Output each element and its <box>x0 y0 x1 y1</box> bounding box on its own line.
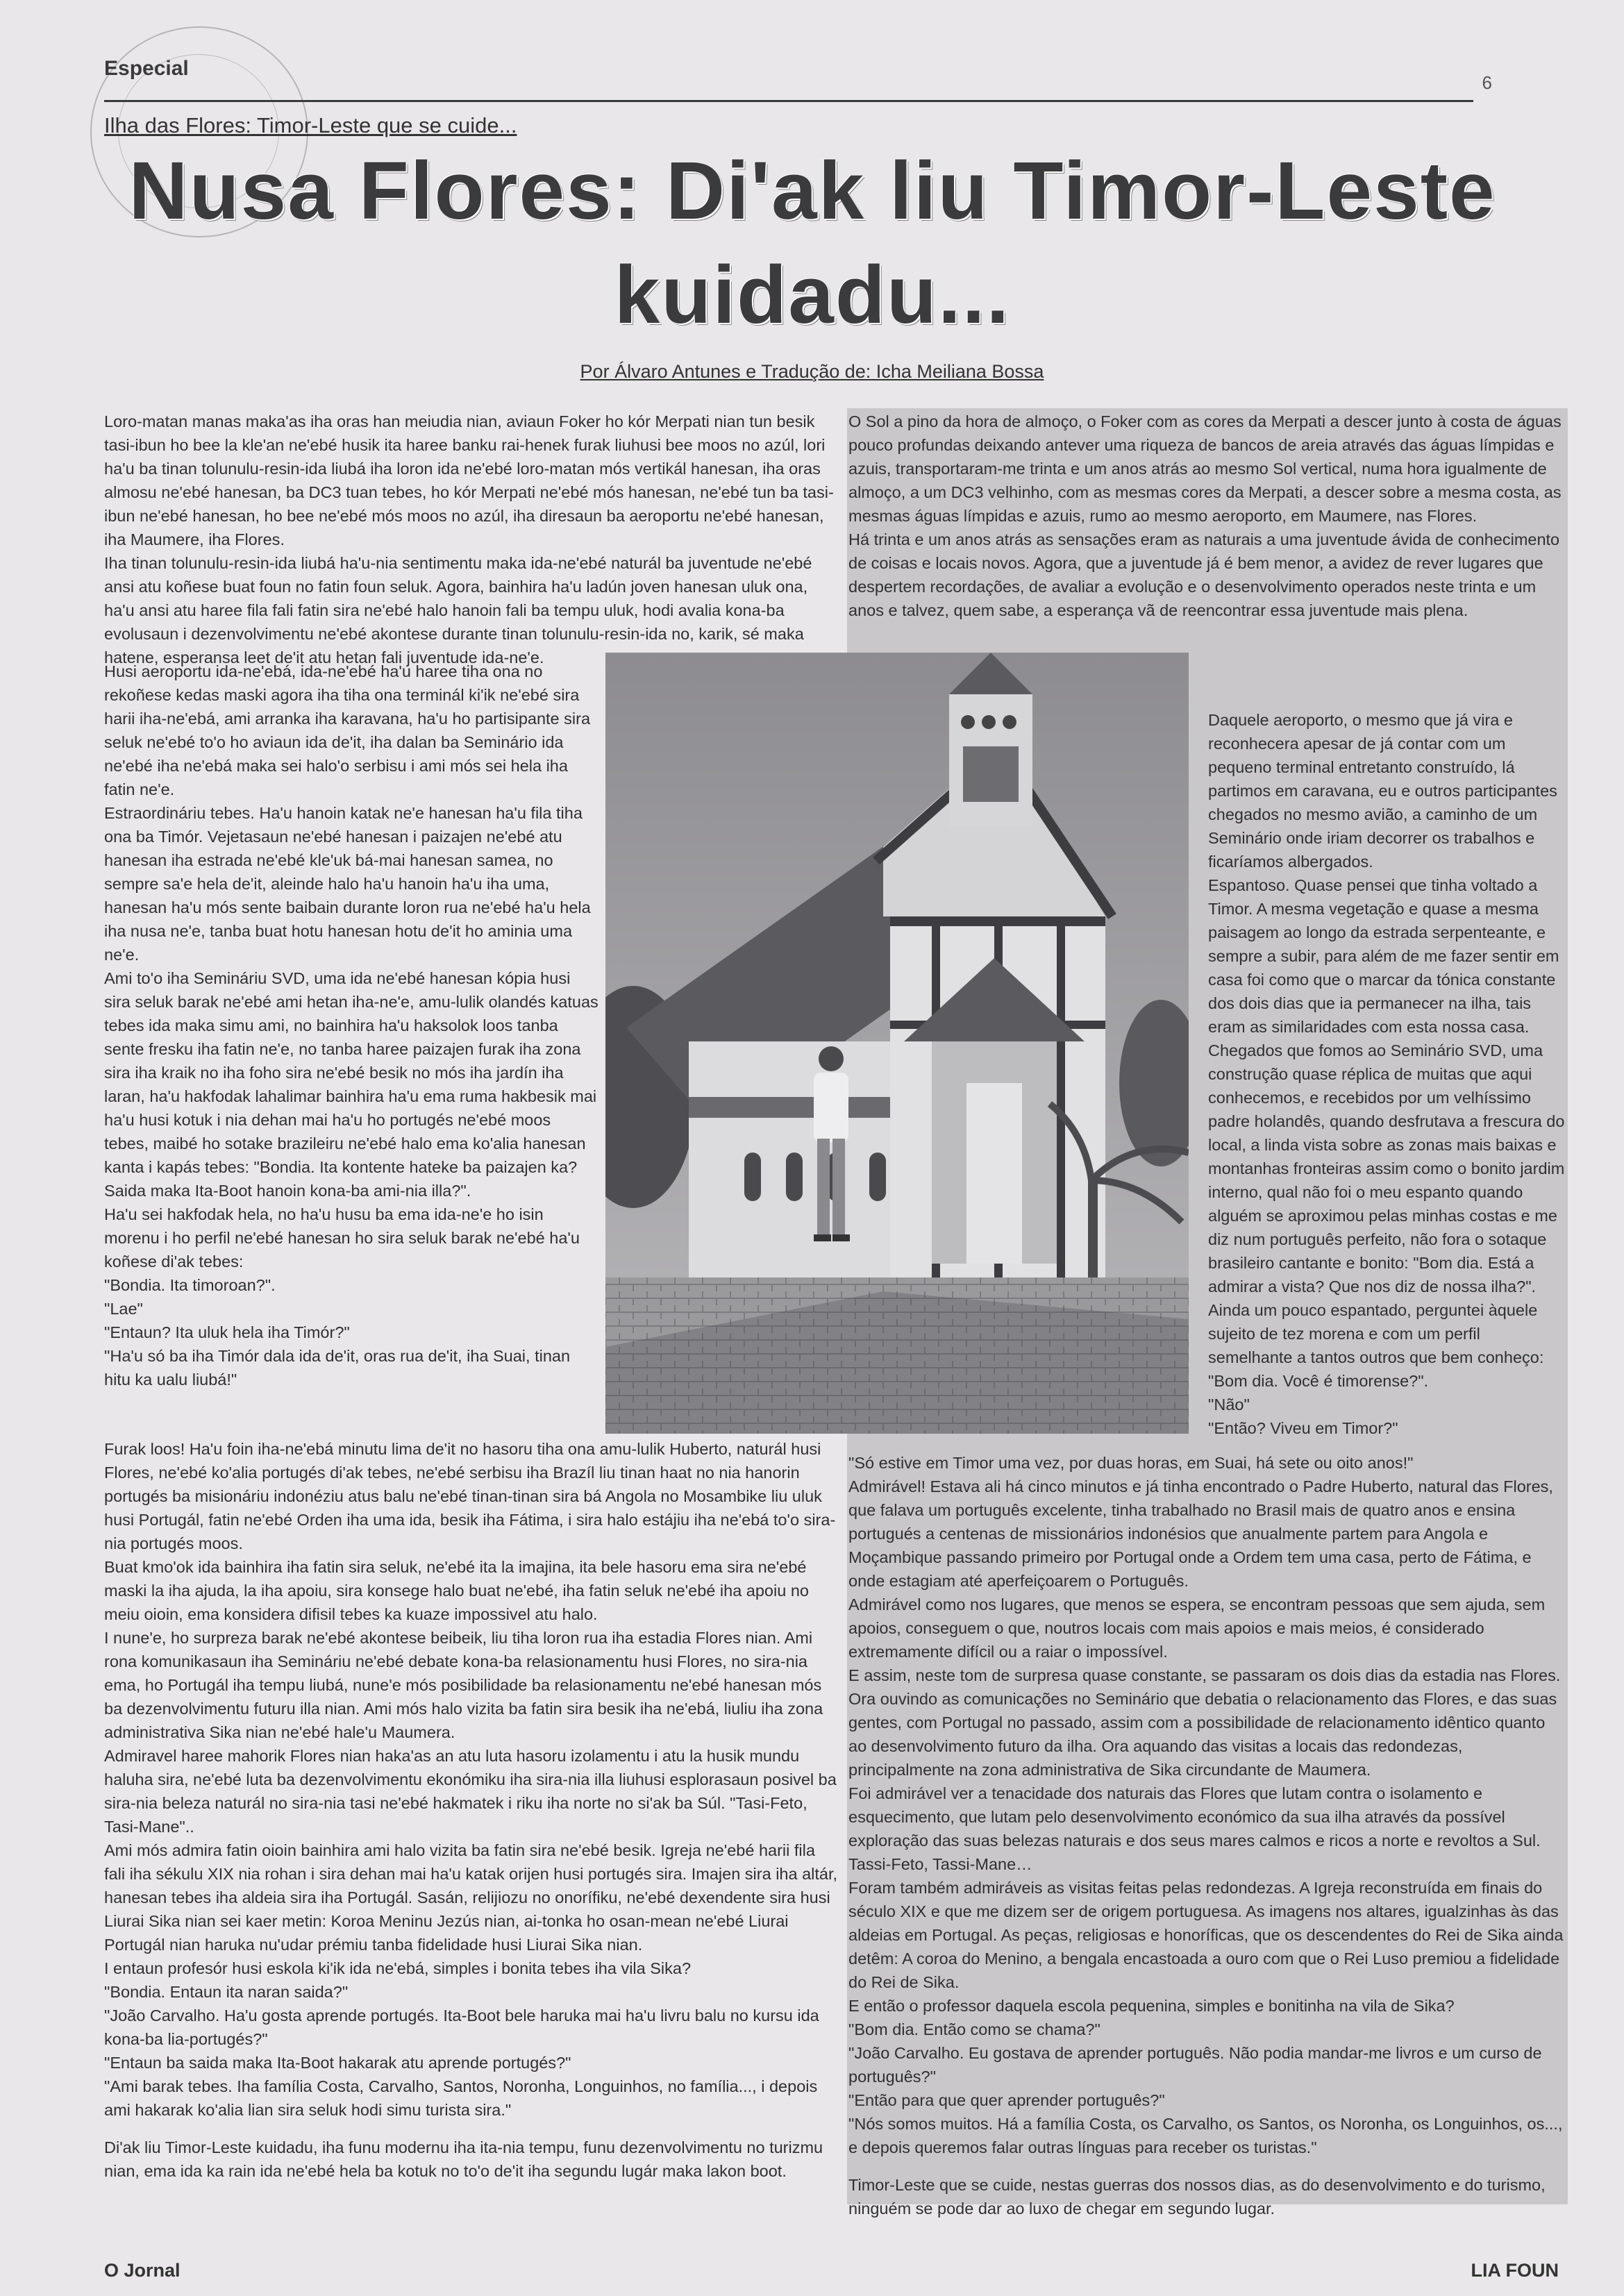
paragraph: "Bom dia. Então como se chama?" <box>848 2020 1100 2038</box>
church-illustration <box>605 653 1189 1434</box>
paragraph: Admiravel haree mahorik Flores nian haka'as an atu luta hasoru izolamentu i atu la husik mundu haluha sira, ne'ebé luta ba dezenvolvimentu ekonómiku iha sira-nia illa liuhusi esplorasaun posivel ba sira-nia beleza naturál no sira-nia tasi ne'ebé hakmatek i riku iha norte no si'ak ba Súl. "Tasi-Feto, Tasi-Mane".. <box>104 1747 837 1836</box>
paragraph: Estraordináriu tebes. Ha'u hanoin katak ne'e hanesan ha'u fila tiha ona ba Timór. Vejetasaun ne'ebé hanesan i paizajen ne'ebé atu hanesan iha estrada ne'ebé kle'uk bá-mai hanesan samea, no sempre sa'e hela de'it, aleinde halo ha'u hanoin ha'u iha uma, hanesan ha'u mós sente baibain durante loron rua ne'ebé ha'u hela iha nusa ne'e, tanba buat hotu hanesan hotu de'it ho aminia uma ne'e. <box>104 804 591 964</box>
paragraph: "Ha'u só ba iha Timór dala ida de'it, oras rua de'it, iha Suai, tinan hitu ka ualu liubá!" <box>104 1347 571 1389</box>
byline: Por Álvaro Antunes e Tradução de: Icha Meiliana Bossa <box>580 361 1044 382</box>
paragraph: Loro-matan manas maka'as iha oras han meiudia nian, aviaun Foker ho kór Merpati nian tun besik tasi-ibun ho bee la kle'an ne'ebé husik ita haree banku rai-henek furak liuhusi bee moos no azúl, lori ha'u ba tinan tolunulu-resin-ida liubá iha loron ida ne'ebé loro-matan mós vertikál hanesan, iha oras almosu ne'ebé hanesan, ba DC3 tuan tebes, ho kór Merpati ne'ebé mós hanesan, ne'ebé tun ba tasi-ibun ne'ebé hanesan, ho bee ne'ebé mós moos no azúl, iha diresaun ba aeroportu ne'ebé hanesan, iha Maumere, iha Flores. <box>104 412 834 548</box>
paragraph: Foi admirável ver a tenacidade dos naturais das Flores que lutam contra o isolamento e esquecimento, que lutam pelo desenvolvimento económico da sua ilha através da possível exploração das suas belezas naturais e dos seus mares calmos e ricos a norte e revoltos a Sul. Tassi-Feto, Tassi-Mane… <box>848 1784 1541 1873</box>
paragraph: O Sol a pino da hora de almoço, o Foker com as cores da Merpati a descer junto à costa de águas pouco profundas deixando antever uma riqueza de bancos de areia através das águas límpidas e azuis, transportaram-me trinta e um anos atrás ao mesmo Sol vertical, numa hora igualmente de almoço, a um DC3 velhinho, com as mesmas cores da Merpati, a descer sobre a mesma costa, as mesmas águas límpidas e azuis, rumo ao mesmo aeroporto, em Maumere, nas Flores. <box>848 412 1562 525</box>
paragraph: Admirável! Estava ali há cinco minutos e já tinha encontrado o Padre Huberto, natural das Flores, que falava um português excelente, tinha trabalhado no Brasil mais de quatro anos e ensina portugués a centenas de missionários indonésios que anualmente partem para Angola e Moçambique passando primeiro por Portugal onde a Ordem tem uma casa, perto de Fátima, e onde estagiam até aperfeiçoarem o Português. <box>848 1477 1553 1590</box>
paragraph: "Bondia. Ita timoroan?". <box>104 1276 276 1294</box>
paragraph: E assim, neste tom de surpresa quase constante, se passaram os dois dias da estadia nas Flores. Ora ouvindo as comunicações no Seminário que debatia o relacionamento das Flores, e das suas gentes, com Portugal no passado, assim com a possibilidade de relacionamento idêntico quanto ao desenvolvimento futuro da ilha. Ora aquando das visitas a locais das redondezas, principalmente na zona administrativa de Sika circundante de Maumera. <box>848 1666 1561 1779</box>
paragraph: Chegados que fomos ao Seminário SVD, uma construção quase réplica de muitas que aqui conhecemos, e recebidos por um velhíssimo padre holandês, quando desfrutava a frescura do local, a linda vista sobre as zonas mais baixas e montanhas fronteiras assim como o bonito jardim interno, qual não foi o meu espanto quando alguém se aproximou pelas minhas costas e me diz num português perfeito, não fora o sotaque brasileiro cantante e bonito: "Bom dia. Está a admirar a vista? Que nos diz de nossa ilha?". <box>1208 1041 1565 1296</box>
church-photo <box>605 653 1189 1434</box>
paragraph: Ami mós admira fatin oioin bainhira ami halo vizita ba fatin sira ne'ebé besik. Igreja ne'ebé harii fila fali iha sékulu XIX nia rohan i sira dehan mai ha'u katak orijen husi portugés sira. Imajen sira iha altár, hanesan tebes iha aldeia sira iha Portugál. Sasán, relijiozu no onorífiku, ne'ebé dexendente sira husi Liurai Sika nian sei kaer metin: Koroa Meninu Jezús nian, ai-tonka ho osan-mean ne'ebé Liurai Portugál nian haruka nu'udar prémiu tanba fidelidade husi Liurai Sika nian. <box>104 1841 838 1954</box>
kicker: Ilha das Flores: Timor-Leste que se cuide... <box>104 113 517 137</box>
paragraph: Ainda um pouco espantado, perguntei àquele sujeito de tez morena e com um perfil semelhante a tantos outros que bem conheço: <box>1208 1301 1544 1366</box>
paragraph: Ami to'o iha Semináriu SVD, uma ida ne'ebé hanesan kópia husi sira seluk barak ne'ebé ami hetan iha-ne'e, amu-lulik olandés katuas tebes ida maka simu ami, no bainhira ha'u haksolok loos tanba sente fresku iha fatin ne'e, no tanba haree paizajen furak iha zona sira iha kraik no iha foho sira ne'ebé besik no mós iha jardín iha laran, ha'u hakfodak lahalimar bainhira ha'u ema ruma hakbesik mai ha'u husi kotuk i nia dehan mai ha'u ho portugés ne'ebé moos tebes, maibé ho sotake brazileiru ne'ebé halo ema ko'alia hanesan kanta i kapás tebes: "Bondia. Ita kontente hateke ba paizajen ka? Saida maka Ita-Boot hanoin kona-ba ami-nia illa?". <box>104 969 598 1200</box>
paragraph: "Bondia. Entaun ita naran saida?" <box>104 1983 349 2001</box>
paragraph: "Nós somos muitos. Há a família Costa, os Carvalho, os Santos, os Noronha, os Longuinhos, os..., e depois queremos falar outras línguas para receber os turistas." <box>848 2115 1563 2156</box>
portuguese-flow-top <box>848 410 1564 622</box>
paragraph: Iha tinan tolunulu-resin-ida liubá ha'u-nia sentimentu maka ida-ne'ebé naturál ba juventude ne'ebé ansi atu koñese buat foun no fatin foun seluk. Agora, bainhira ha'u ladún joven hanesan uluk ona, ha'u ansi atu haree fila fali fatin sira ne'ebé halo hanoin fali ba tempu uluk, hodi avalia kona-ba evolusaun i dezenvolvimentu ne'ebé akontese durante tinan tolunulu-resin-ida no, karik, sé maka hatene, esperansa leet de'it atu hetan fali juventude ida-ne'e. <box>104 554 812 667</box>
left-top-block <box>104 410 840 667</box>
paragraph: "Não" <box>1208 1396 1250 1414</box>
paragraph: "Bom dia. Você é timorense?". <box>1208 1372 1429 1390</box>
paragraph: "Só estive em Timor uma vez, por duas horas, em Suai, há sete ou oito anos!" <box>848 1454 1414 1472</box>
section-label: Especial <box>104 57 189 80</box>
footer-publication: O Jornal <box>104 2260 181 2281</box>
paragraph: Espantoso. Quase pensei que tinha voltado a Timor. A mesma vegetação e quase a mesma paisagem ao longo da estrada serpenteante, e sempre a subir, para além de me fazer sentir em casa foi como que o marcar da tónica constante dos dois dias que ia permanecer na ilha, tais eram as similaridades com esta nossa casa. <box>1208 876 1559 1036</box>
paragraph: Há trinta e um anos atrás as sensações eram as naturais a uma juventude ávida de conhecimento de coisas e locais novos. Agora, que a juventude já é bem menor, a avidez de rever lugares que despertem recordações, de avaliar a evolução e o desenvolvimento operados neste trinta e um anos e talvez, quem sabe, a esperança vã de reencontrar essa juventude mais plena. <box>848 530 1560 619</box>
headline: Nusa Flores: Di'ak liu Timor-Leste kuidadu... <box>128 145 1496 341</box>
paragraph: I entaun profesór husi eskola ki'ik ida ne'ebá, simples i bonita tebes iha vila Sika? <box>104 1959 692 1977</box>
paragraph: "Entaun? Ita uluk hela iha Timór?" <box>104 1323 350 1341</box>
page-number: 6 <box>1482 72 1492 93</box>
paragraph: "Ami barak tebes. Iha família Costa, Carvalho, Santos, Noronha, Longuinhos, no família..., i depois ami hakarak ko'alia lian sira seluk hodi simu turista sira." <box>104 2077 818 2119</box>
paragraph: Ha'u sei hakfodak hela, no ha'u husu ba ema ida-ne'e ho isin morenu i ho perfil ne'ebé hanesan ho sira seluk barak ne'ebé ha'u koñese di'ak tebes: <box>104 1205 580 1271</box>
tetum-column <box>104 410 840 667</box>
paragraph: Admirável como nos lugares, que menos se espera, se encontram pessoas que sem ajuda, sem apoios, conseguem o que, noutros locais com mais apoios e mais meios, é considerado extremamente difícil ou a raiar o impossível. <box>848 1595 1546 1661</box>
paragraph-spacer <box>848 2159 1564 2173</box>
paragraph: E então o professor daquela escola pequenina, simples e bonitinha na vila de Sika? <box>848 1997 1455 2015</box>
header-rule <box>104 100 1473 102</box>
paragraph: Husi aeroportu ida-ne'ebá, ida-ne'ebé ha'u haree tiha ona no rekoñese kedas maski agora iha tiha ona terminál ki'ik ne'ebé sira harii iha-ne'ebá, ami arranka iha karavana, ha'u ho partisipante sira seluk ne'ebé to'o ho aviaun ida de'it, iha dalan ba Seminário ida ne'ebé iha ne'ebá maka sei halo'o serbisu i ami mós sei hela iha fatin ne'e. <box>104 662 591 798</box>
footer-section: LIA FOUN <box>1471 2260 1559 2281</box>
portuguese-flow-bottom <box>848 1451 1564 2220</box>
paragraph-spacer <box>104 2122 840 2136</box>
portuguese-flow-mid <box>1208 708 1566 1440</box>
paragraph: Timor-Leste que se cuide, nestas guerras dos nossos dias, as do desenvolvimento e do turismo, ninguém se pode dar ao luxo de chegar em segundo lugar. <box>848 2176 1546 2218</box>
paragraph: "João Carvalho. Eu gostava de aprender português. Não podia mandar-me livros e um curso de português?" <box>848 2044 1542 2086</box>
tetum-flow-bottom <box>104 1437 840 2183</box>
paragraph: Daquele aeroporto, o mesmo que já vira e reconhecera apesar de já contar com um pequeno terminal entretanto construído, lá partimos em caravana, eu e outros participantes chegados no mesmo avião, a caminho de um Seminário onde iriam decorrer os trabalhos e ficaríamos albergados. <box>1208 711 1557 871</box>
paragraph: I nune'e, ho surpreza barak ne'ebé akontese beibeik, liu tiha loron rua iha estadia Flores nian. Ami rona komunikasaun iha Semináriu ne'ebé debate kona-ba relasionamentu husi Flores, no sira-nia ema, ho Portugál iha tempu liubá, nune'e mós posibilidade ba relasionamentu ne'ebé hanesan mós ba dezenvolvimentu futuru illa nian. Ami mós halo vizita ba fatin sira besik iha ne'ebá, liuliu iha zona administrativa Sika nian ne'ebé hale'u Maumera. <box>104 1629 823 1741</box>
paragraph: Foram também admiráveis as visitas feitas pelas redondezas. A Igreja reconstruída em finais do século XIX e que me dizem ser de origem portuguesa. As imagens nos altares, igualzinhas às das aldeias em Portugal. As peças, religiosas e honoríficas, que os descendentes do Rei de Sika ainda detêm: A coroa do Menino, a bengala encastoada a ouro com que o Rei Luso premiou a fidelidade do Rei de Sika. <box>848 1879 1564 1991</box>
paragraph: "João Carvalho. Ha'u gosta aprende portugés. Ita-Boot bele haruka mai ha'u livru balu no kursu ida kona-ba lia-portugés?" <box>104 2006 819 2048</box>
paragraph: "Então para que quer aprender português?" <box>848 2091 1165 2109</box>
paragraph: "Então? Viveu em Timor?" <box>1208 1419 1398 1437</box>
paragraph: "Lae" <box>104 1300 143 1318</box>
paragraph: Di'ak liu Timor-Leste kuidadu, iha funu modernu iha ita-nia tempu, funu dezenvolvimentu no turizmu nian, ema ida ka rain ida ne'ebé hela ba kotuk no to'o de'it iha segundu lugár maka lakon boot. <box>104 2138 823 2180</box>
tetum-flow-mid <box>104 660 598 1391</box>
paragraph: Buat kmo'ok ida bainhira iha fatin sira seluk, ne'ebé ita la imajina, ita bele hasoru ema sira ne'ebé maski la iha ajuda, la iha apoiu, sira konsege halo buat ne'ebé, iha fatin seluk ne'ebé iha apoiu no meiu oioin, ema konsidera difisil tebes ka kuaze impossivel atu halo. <box>104 1558 809 1623</box>
paragraph: "Entaun ba saida maka Ita-Boot hakarak atu aprende portugés?" <box>104 2054 571 2072</box>
paragraph: Furak loos! Ha'u foin iha-ne'ebá minutu lima de'it no hasoru tiha ona amu-lulik Huberto, naturál husi Flores, ne'ebé ko'alia portugés di'ak tebes, ne'ebé serbisu iha Brazíl liu tinan haat no nia hanorin portugés ba misionáriu indonéziu atus balu ne'ebé tinan-tinan sira bá Angola no Mosambike liu uluk husi Portugál, fatin ne'ebé Orden iha uma ida, besik iha Fátima, i sira halo estájiu iha ne'ebá to'o sira-nia portugés moos. <box>104 1440 836 1552</box>
